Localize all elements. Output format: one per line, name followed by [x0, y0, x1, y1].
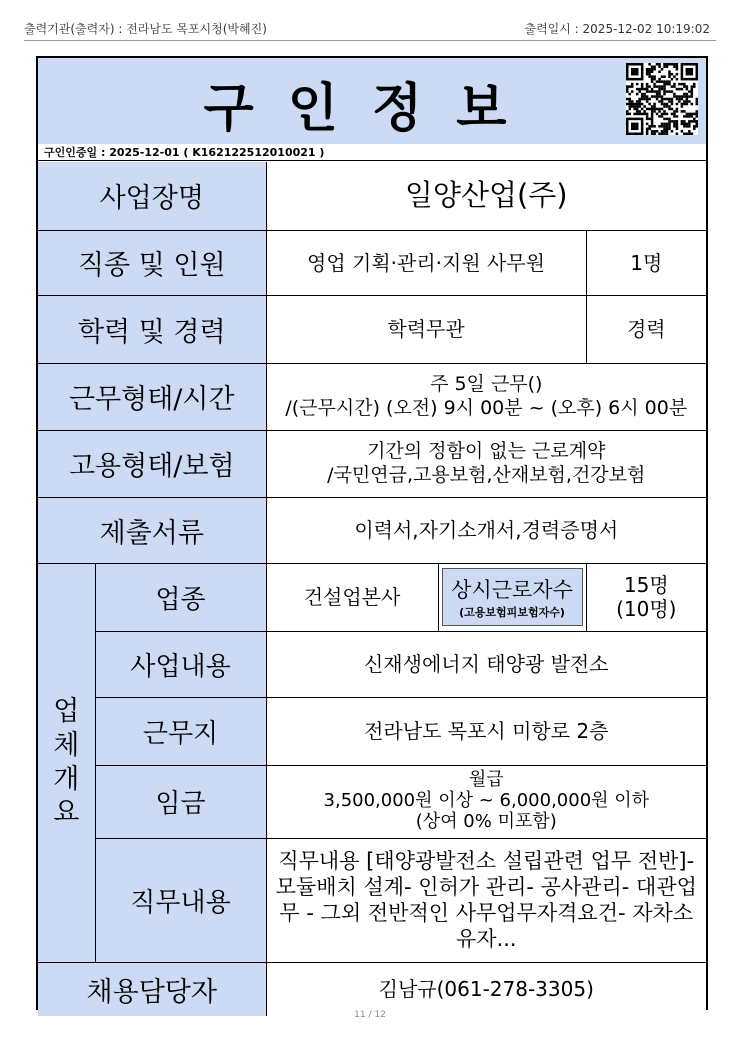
- job-posting-document: [36, 56, 708, 1010]
- job-row: [38, 230, 706, 295]
- contact-label: 채용담당자: [38, 962, 266, 1016]
- job-title: 영업 기획·관리·지원 사무원: [266, 230, 586, 295]
- duties-row: [38, 838, 706, 962]
- page-title: 구인정보: [203, 79, 541, 139]
- hours-line1: 주 5일 근무(): [430, 372, 543, 395]
- employment-label: 고용형태/보험: [38, 430, 266, 497]
- workers-label-cell: [438, 563, 586, 631]
- duties-value: 직무내용 [태양광발전소 설립관련 업무 전반]- 모듈배치 설계- 인허가 관리- 공사관리- 대관업무 - 그외 전반적인 사무업무자격요건- 자차소유자...: [266, 838, 706, 962]
- hours-value: [266, 363, 706, 430]
- wage-line3: (상여 0% 미포함): [415, 810, 557, 832]
- qr-code-icon: [626, 63, 698, 135]
- company-row: [38, 162, 706, 230]
- employment-row: [38, 430, 706, 497]
- documents-value: 이력서,자기소개서,경력증명서: [266, 497, 706, 563]
- documents-label: 제출서류: [38, 497, 266, 563]
- company-name: 일양산업(주): [266, 162, 706, 230]
- workers-badge: [442, 568, 583, 626]
- employment-value: [266, 430, 706, 497]
- wage-label: 임금: [95, 765, 266, 838]
- location-row: [38, 697, 706, 765]
- overview-label-char: 개: [53, 763, 80, 795]
- overview-label: [38, 563, 95, 962]
- education-label: 학력 및 경력: [38, 295, 266, 363]
- industry-label: 업종: [95, 563, 266, 631]
- duties-label: 직무내용: [95, 838, 266, 962]
- business-label: 사업내용: [95, 631, 266, 697]
- documents-row: [38, 497, 706, 563]
- hours-label: 근무형태/시간: [38, 363, 266, 430]
- overview-label-char: 체: [53, 729, 80, 761]
- job-label: 직종 및 인원: [38, 230, 266, 295]
- education-value: 학력무관: [266, 295, 586, 363]
- employment-line1: 기간의 정함이 없는 근로계약: [367, 439, 606, 462]
- workers-sublabel: (고용보험피보험자수): [459, 606, 565, 619]
- location-value: 전라남도 목포시 미항로 2층: [266, 697, 706, 765]
- header-divider: [24, 40, 716, 41]
- wage-row: [38, 765, 706, 838]
- wage-value: [266, 765, 706, 838]
- certification-line: 구인인증일 : 2025-12-01 ( K162122512010021 ): [38, 144, 706, 161]
- industry-value: 건설업본사: [266, 563, 438, 631]
- workers-count1: 15명: [623, 573, 669, 597]
- contact-value: 김남규(061-278-3305): [266, 962, 706, 1016]
- employment-line2: /국민연금,고용보험,산재보험,건강보험: [327, 463, 646, 486]
- print-time-text: 출력일시 : 2025-12-02 10:19:02: [524, 22, 710, 36]
- overview-label-char: 업: [53, 696, 80, 727]
- title-banner: [38, 58, 706, 145]
- overview-label-char: 요: [53, 797, 80, 829]
- hours-line2: /(근무시간) (오전) 9시 00분 ~ (오후) 6시 00분: [285, 396, 688, 419]
- issuer-text: 출력기관(출력자) : 전라남도 목포시청(박혜진): [24, 22, 267, 36]
- company-label: 사업장명: [38, 162, 266, 230]
- page-number: 11 / 12: [354, 1010, 386, 1020]
- business-value: 신재생에너지 태양광 발전소: [266, 631, 706, 697]
- wage-line1: 월급: [468, 769, 504, 791]
- workers-count: [586, 563, 706, 631]
- hours-row: [38, 363, 706, 430]
- job-info-table: [38, 162, 706, 1016]
- education-row: [38, 295, 706, 363]
- career-value: 경력: [586, 295, 706, 363]
- job-count: 1명: [586, 230, 706, 295]
- wage-line2: 3,500,000원 이상 ~ 6,000,000원 이하: [323, 790, 650, 812]
- location-label: 근무지: [95, 697, 266, 765]
- business-row: [38, 631, 706, 697]
- contact-row: [38, 962, 706, 1016]
- industry-row: [38, 563, 706, 631]
- workers-count2: (10명): [616, 597, 677, 621]
- workers-label: 상시근로자수: [451, 578, 573, 602]
